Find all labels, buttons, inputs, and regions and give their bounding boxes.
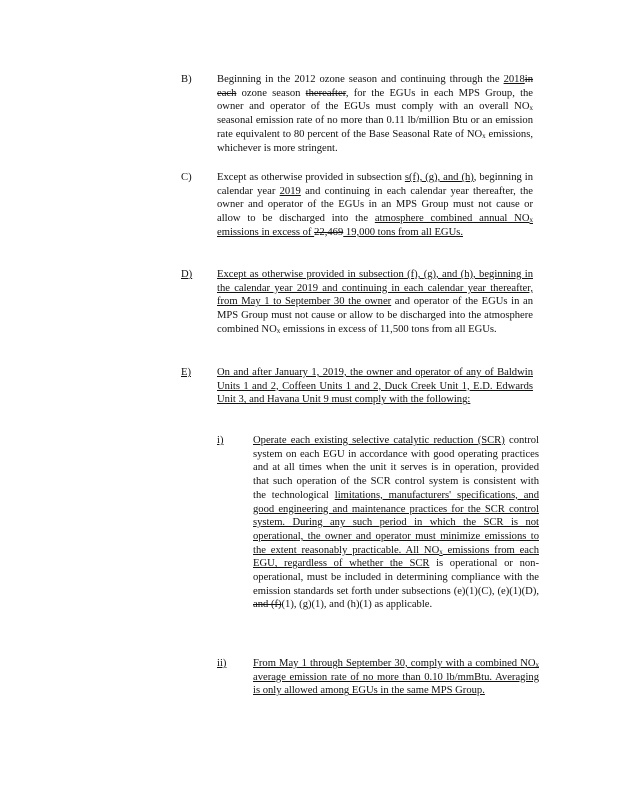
b-subscript-x-2: x — [482, 131, 486, 140]
b-text-1: Beginning in the 2012 ozone season and continuing through the — [217, 74, 504, 85]
b-text-4: seasonal emission rate of no more than 0.11 lb/million Btu or an emission rate equivalent to 80 percent of the Base Seasonal Rate of NO — [217, 115, 533, 140]
section-label-b: B) — [181, 74, 192, 85]
e-i-inserted-2: limitations, manufacturers' specifications, and good engineering and maintenance practices for the SCR control system. During any such period in which the SCR is not operational, the owner and operator must minimize emissions to the extent reasonably practicable. All NO — [253, 489, 539, 556]
b-inserted-year: 2018 — [503, 74, 525, 85]
e-i-text-3: (1), (g)(1), and (h)(1) as applicable. — [281, 599, 433, 611]
section-e-i-paragraph — [253, 434, 539, 612]
c-inserted-subsections: s(f), (g), and (h) — [404, 172, 474, 183]
c-subscript-x: x — [529, 216, 533, 225]
section-label-e: E) — [181, 367, 191, 378]
section-e-ii-paragraph — [253, 657, 539, 698]
section-e-paragraph: On and after January 1, 2019, the owner and operator of any of Baldwin Units 1 and 2, Coffeen Units 1 and 2, Duck Creek Unit 1, E.D. Edwards Unit 3, and Havana Unit 9 must comply with the following: — [217, 367, 533, 406]
b-text-3: , for the EGUs in each MPS Group, the owner and operator of the EGUs must comply with an overall NO — [217, 87, 534, 113]
section-b-paragraph — [217, 73, 533, 155]
section-label-c: C) — [181, 172, 192, 183]
e-ii-subscript-x: x — [535, 661, 539, 669]
e-ii-text-2: average emission rate of no more than 0.10 lb/mmBtu. Averaging is only allowed among EGUs in the same MPS Group. — [253, 671, 539, 697]
section-c-paragraph — [217, 171, 533, 240]
b-deleted-in-each: in each — [217, 74, 533, 99]
c-text-3: and continuing in each calendar year thereafter, the owner and operator of the EGUs in an MPS Group must not cause or allow to be discharged into the — [217, 185, 533, 225]
section-label-d: D) — [181, 269, 193, 280]
e-i-text-1: control system on each EGU in accordance with good operating practices and at all times when the unit it serves is in operation, provided that such operation of the SCR control system is consistent with the technological — [253, 435, 540, 501]
b-deleted-thereafter: thereafter — [305, 87, 346, 99]
d-text-2: emissions in excess of 11,500 tons from all EGUs. — [280, 323, 497, 335]
c-text-2: , beginning in calendar year — [217, 172, 533, 197]
e-i-subscript-x: x — [439, 547, 443, 556]
c-deleted-amount: 22,469 — [314, 226, 344, 238]
section-e-ii-label: ii) — [217, 658, 227, 669]
section-d-paragraph — [217, 268, 533, 337]
e-i-text-2: is operational or non-operational, must be included in determining compliance with the emission standards set forth under subsections (e)(1)(C), (e)(1)(D), — [253, 558, 539, 597]
b-subscript-x: x — [529, 104, 533, 113]
c-text-1: Except as otherwise provided in subsection — [217, 172, 405, 183]
d-subscript-x: x — [276, 326, 281, 335]
e-i-deleted: and (f) — [253, 599, 282, 611]
c-inserted-text-2: emissions in excess of — [217, 226, 315, 238]
e-ii-text-1: From May 1 through September 30, comply with a combined NO — [253, 658, 536, 669]
c-inserted-amount: 19,000 tons from all EGUs. — [343, 226, 464, 238]
c-inserted-year: 2019 — [279, 185, 301, 197]
e-i-inserted-3: emissions from each EGU, regardless of whether the SCR — [253, 544, 539, 570]
c-inserted-text: atmosphere combined annual NO — [374, 213, 530, 225]
section-e-i-label: i) — [217, 435, 224, 446]
e-i-inserted-1: Operate each existing selective catalytic reduction (SCR) — [253, 435, 505, 446]
b-text-5: emissions, whichever is more stringent. — [217, 128, 533, 154]
d-text-1: and operator of the EGUs in an MPS Group must not cause or allow to be discharged into the atmosphere combined NO — [217, 296, 533, 335]
b-text-2: ozone season — [236, 87, 306, 99]
d-inserted-text: Except as otherwise provided in subsection (f), (g), and (h), beginning in the calendar year 2019 and continuing in each calendar year thereafter, from May 1 to September 30 the owner — [217, 269, 533, 308]
